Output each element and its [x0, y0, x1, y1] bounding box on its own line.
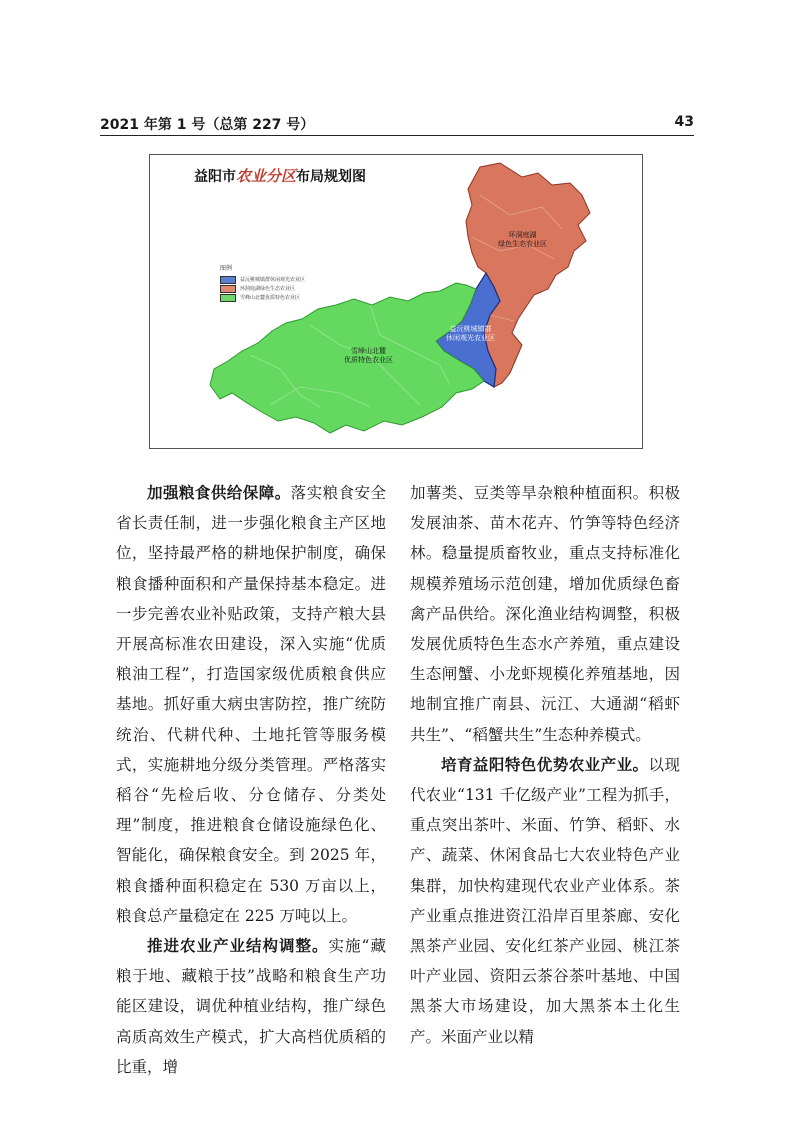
- region-label-northeast: 环洞庭湖 绿色生态农业区: [498, 231, 547, 248]
- legend-label: 雪峰山北麓优质特色农业区: [240, 295, 301, 301]
- map-legend: [220, 263, 350, 302]
- paragraph-text: 实施“藏粮于地、藏粮于技”战略和粮食生产功能区建设，调优种植业结构，推广绿色高质高效生产模式，扩大高档优质稻的比重，增: [116, 937, 386, 1076]
- legend-label: 环洞庭湖绿色生态农业区: [240, 286, 296, 292]
- legend-item: [220, 275, 350, 284]
- region-label-southwest: 雪峰山北麓 优质特色农业区: [344, 347, 393, 364]
- paragraph-featured-industries: [410, 750, 680, 1052]
- paragraph-lead: 加强粮食供给保障。: [147, 484, 291, 502]
- map-title-emphasis: 农业分区: [236, 167, 297, 185]
- map-title: [194, 165, 366, 186]
- header-rule: [100, 135, 694, 136]
- right-column: [410, 478, 680, 1052]
- running-header: [100, 114, 694, 134]
- page-number: 43: [674, 114, 694, 130]
- paragraph-structure-adjustment: [116, 931, 386, 1082]
- paragraph-lead: 培育益阳特色优势农业产业。: [441, 755, 649, 774]
- map-title-suffix: 布局规划图: [296, 169, 367, 185]
- paragraph-grain-supply: [116, 478, 386, 931]
- paragraph-text: 以现代农业“131 千亿级产业”工程为抓手，重点突出茶叶、米面、竹笋、稻虾、水产、蔬菜、休闲食品七大农业特色产业集群，加快构建现代农业产业体系。茶产业重点推进资江沿岸百里茶廊、安化黑茶产业园、安化红茶产业园、桃江茶叶产业园、资阳云茶谷茶叶基地、中国黑茶大市场建设，加大黑茶本土化生产。米面产业以精: [410, 755, 680, 1046]
- left-column: [116, 478, 386, 1082]
- legend-item: [220, 293, 350, 302]
- legend-swatch-blue: [220, 276, 236, 284]
- legend-swatch-green: [220, 294, 236, 302]
- paragraph-lead: 推进农业产业结构调整。: [147, 937, 329, 956]
- issue-label: 2021 年第 1 号（总第 227 号）: [100, 117, 315, 133]
- legend-item: [220, 284, 350, 293]
- map-title-prefix: 益阳市: [194, 169, 236, 185]
- legend-swatch-red: [220, 285, 236, 293]
- legend-title: 图例: [220, 265, 233, 272]
- paragraph-text: 加薯类、豆类等旱杂粮种植面积。积极发展油茶、苗木花卉、竹笋等特色经济林。稳量提质畜牧业，重点支持标准化规模养殖场示范创建，增加优质绿色畜禽产品供给。深化渔业结构调整，积极发展优质特色生态水产养殖，重点建设生态闸蟹、小龙虾规模化养殖基地，因地制宜推广南县、沅江、大通湖“稻虾共生”、“稻蟹共生”生态种养模式。: [410, 484, 680, 744]
- paragraph-continued: [410, 478, 680, 750]
- paragraph-text: 落实粮食安全省长责任制，进一步强化粮食主产区地位，坚持最严格的耕地保护制度，确保粮食播种面积和产量保持基本稳定。进一步完善农业补贴政策，支持产粮大县开展高标准农田建设，深入实施“优质粮油工程”，打造国家级优质粮食供应基地。抓好重大病虫害防控，推广统防统治、代耕代种、土地托管等服务模式，实施耕地分级分类管理。严格落实稻谷“先检后收、分仓储存、分类处理”制度，推进粮食仓储设施绿色化、智能化，确保粮食安全。到 2025 年，粮食播种面积稳定在 530 万亩以上，粮食总产量稳定在 225 万吨以上。: [116, 484, 386, 925]
- legend-label: 益沅桃城镇群休闲观光农业区: [240, 277, 306, 283]
- region-label-central: 益沅桃城镇群 休闲观光农业区: [446, 325, 495, 342]
- zoning-map-figure: [149, 154, 643, 449]
